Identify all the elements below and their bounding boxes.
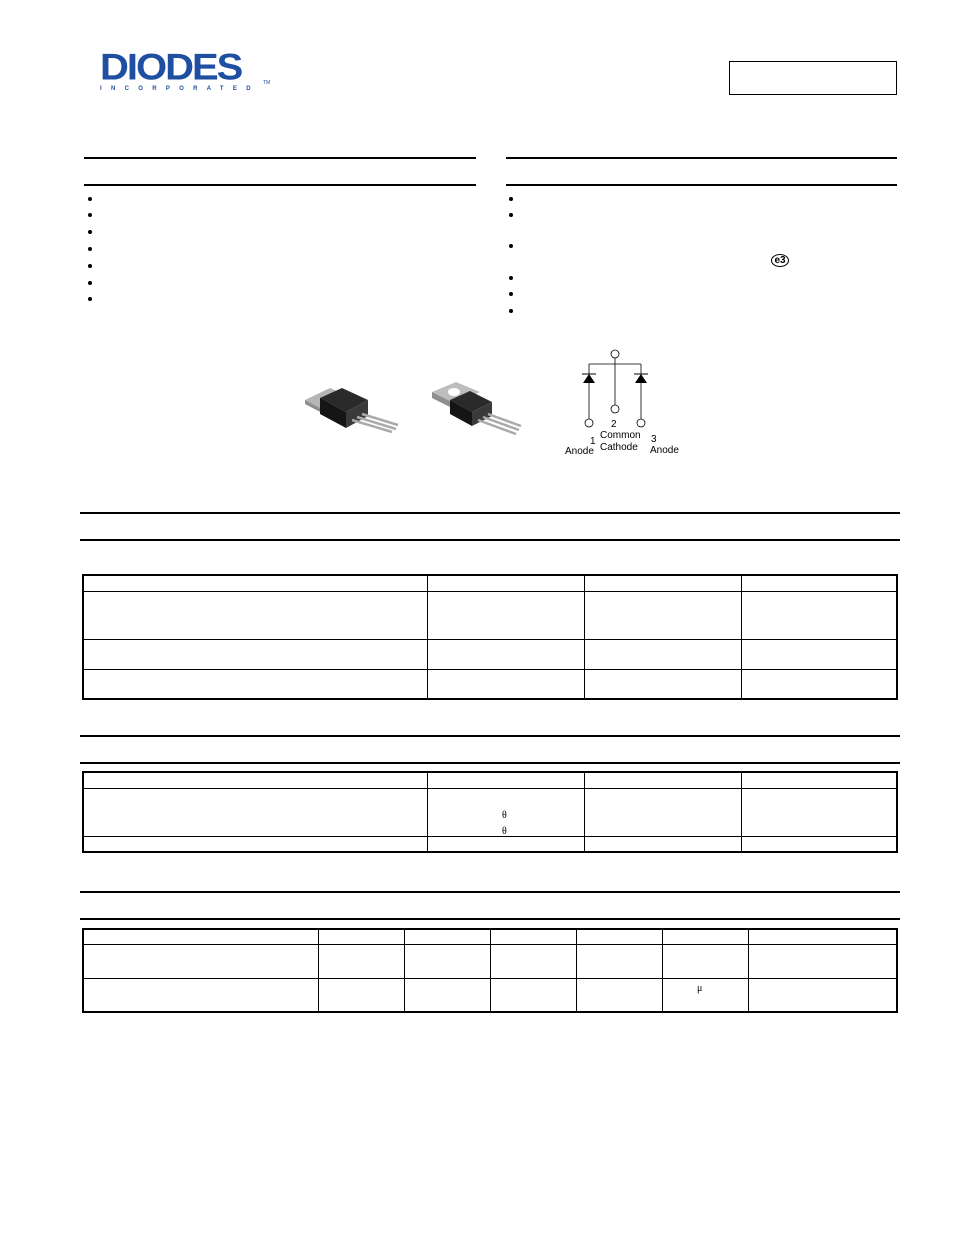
thermal-rule-top [80,735,900,737]
features-bullet [88,213,92,217]
pin3-number: 3 [651,434,657,445]
mechanical-bullet [509,292,513,296]
table-row [83,591,897,639]
common-cathode-schematic [575,345,655,430]
mechanical-bullet [509,276,513,280]
pin3-name: Anode [650,445,679,456]
package-image-to220-right [428,378,523,440]
table-row [83,944,897,978]
thermal-characteristics-table [82,771,898,853]
electrical-rule-top [80,891,900,893]
logo-subtext: INCORPORATED [100,86,260,92]
pin2-name-line2: Cathode [600,442,638,453]
mechanical-bullet [509,309,513,313]
pin1-name: Anode [565,446,594,457]
electrical-rule-bottom [80,918,900,920]
table-row [83,639,897,669]
table-row [83,929,897,944]
mechanical-rule-bottom [506,184,897,186]
part-number-box [729,61,897,95]
table-row [83,669,897,699]
thermal-symbol-row1: θ [502,809,507,821]
mechanical-bullet [509,213,513,217]
e3-lead-free-mark: e3 [771,254,789,267]
mechanical-bullet [509,197,513,201]
thermal-rule-bottom [80,762,900,764]
maximum-ratings-table [82,574,898,700]
table-row [83,836,897,852]
package-image-to220-left [300,380,400,440]
table-row [83,575,897,591]
max-ratings-rule-top [80,512,900,514]
features-rule-bottom [84,184,476,186]
features-bullet [88,197,92,201]
thermal-symbol-row2: θ [502,825,507,837]
mechanical-bullet [509,244,513,248]
diodes-logo [100,49,270,95]
features-bullet [88,247,92,251]
features-bullet [88,264,92,268]
pin2-number: 2 [611,419,617,430]
features-bullet [88,297,92,301]
mechanical-rule-top [506,157,897,159]
table-row [83,772,897,788]
max-ratings-rule-bottom [80,539,900,541]
features-bullet [88,230,92,234]
logo-wordmark: DIODES [100,47,242,88]
pin1-number: 1 [590,436,596,447]
electrical-unit-row2: μ [697,982,703,994]
features-rule-top [84,157,476,159]
electrical-characteristics-table [82,928,898,1013]
pin2-name-line1: Common [600,430,641,441]
table-row [83,978,897,1012]
logo-trademark: TM [263,80,271,86]
features-bullet [88,281,92,285]
table-row [83,788,897,836]
